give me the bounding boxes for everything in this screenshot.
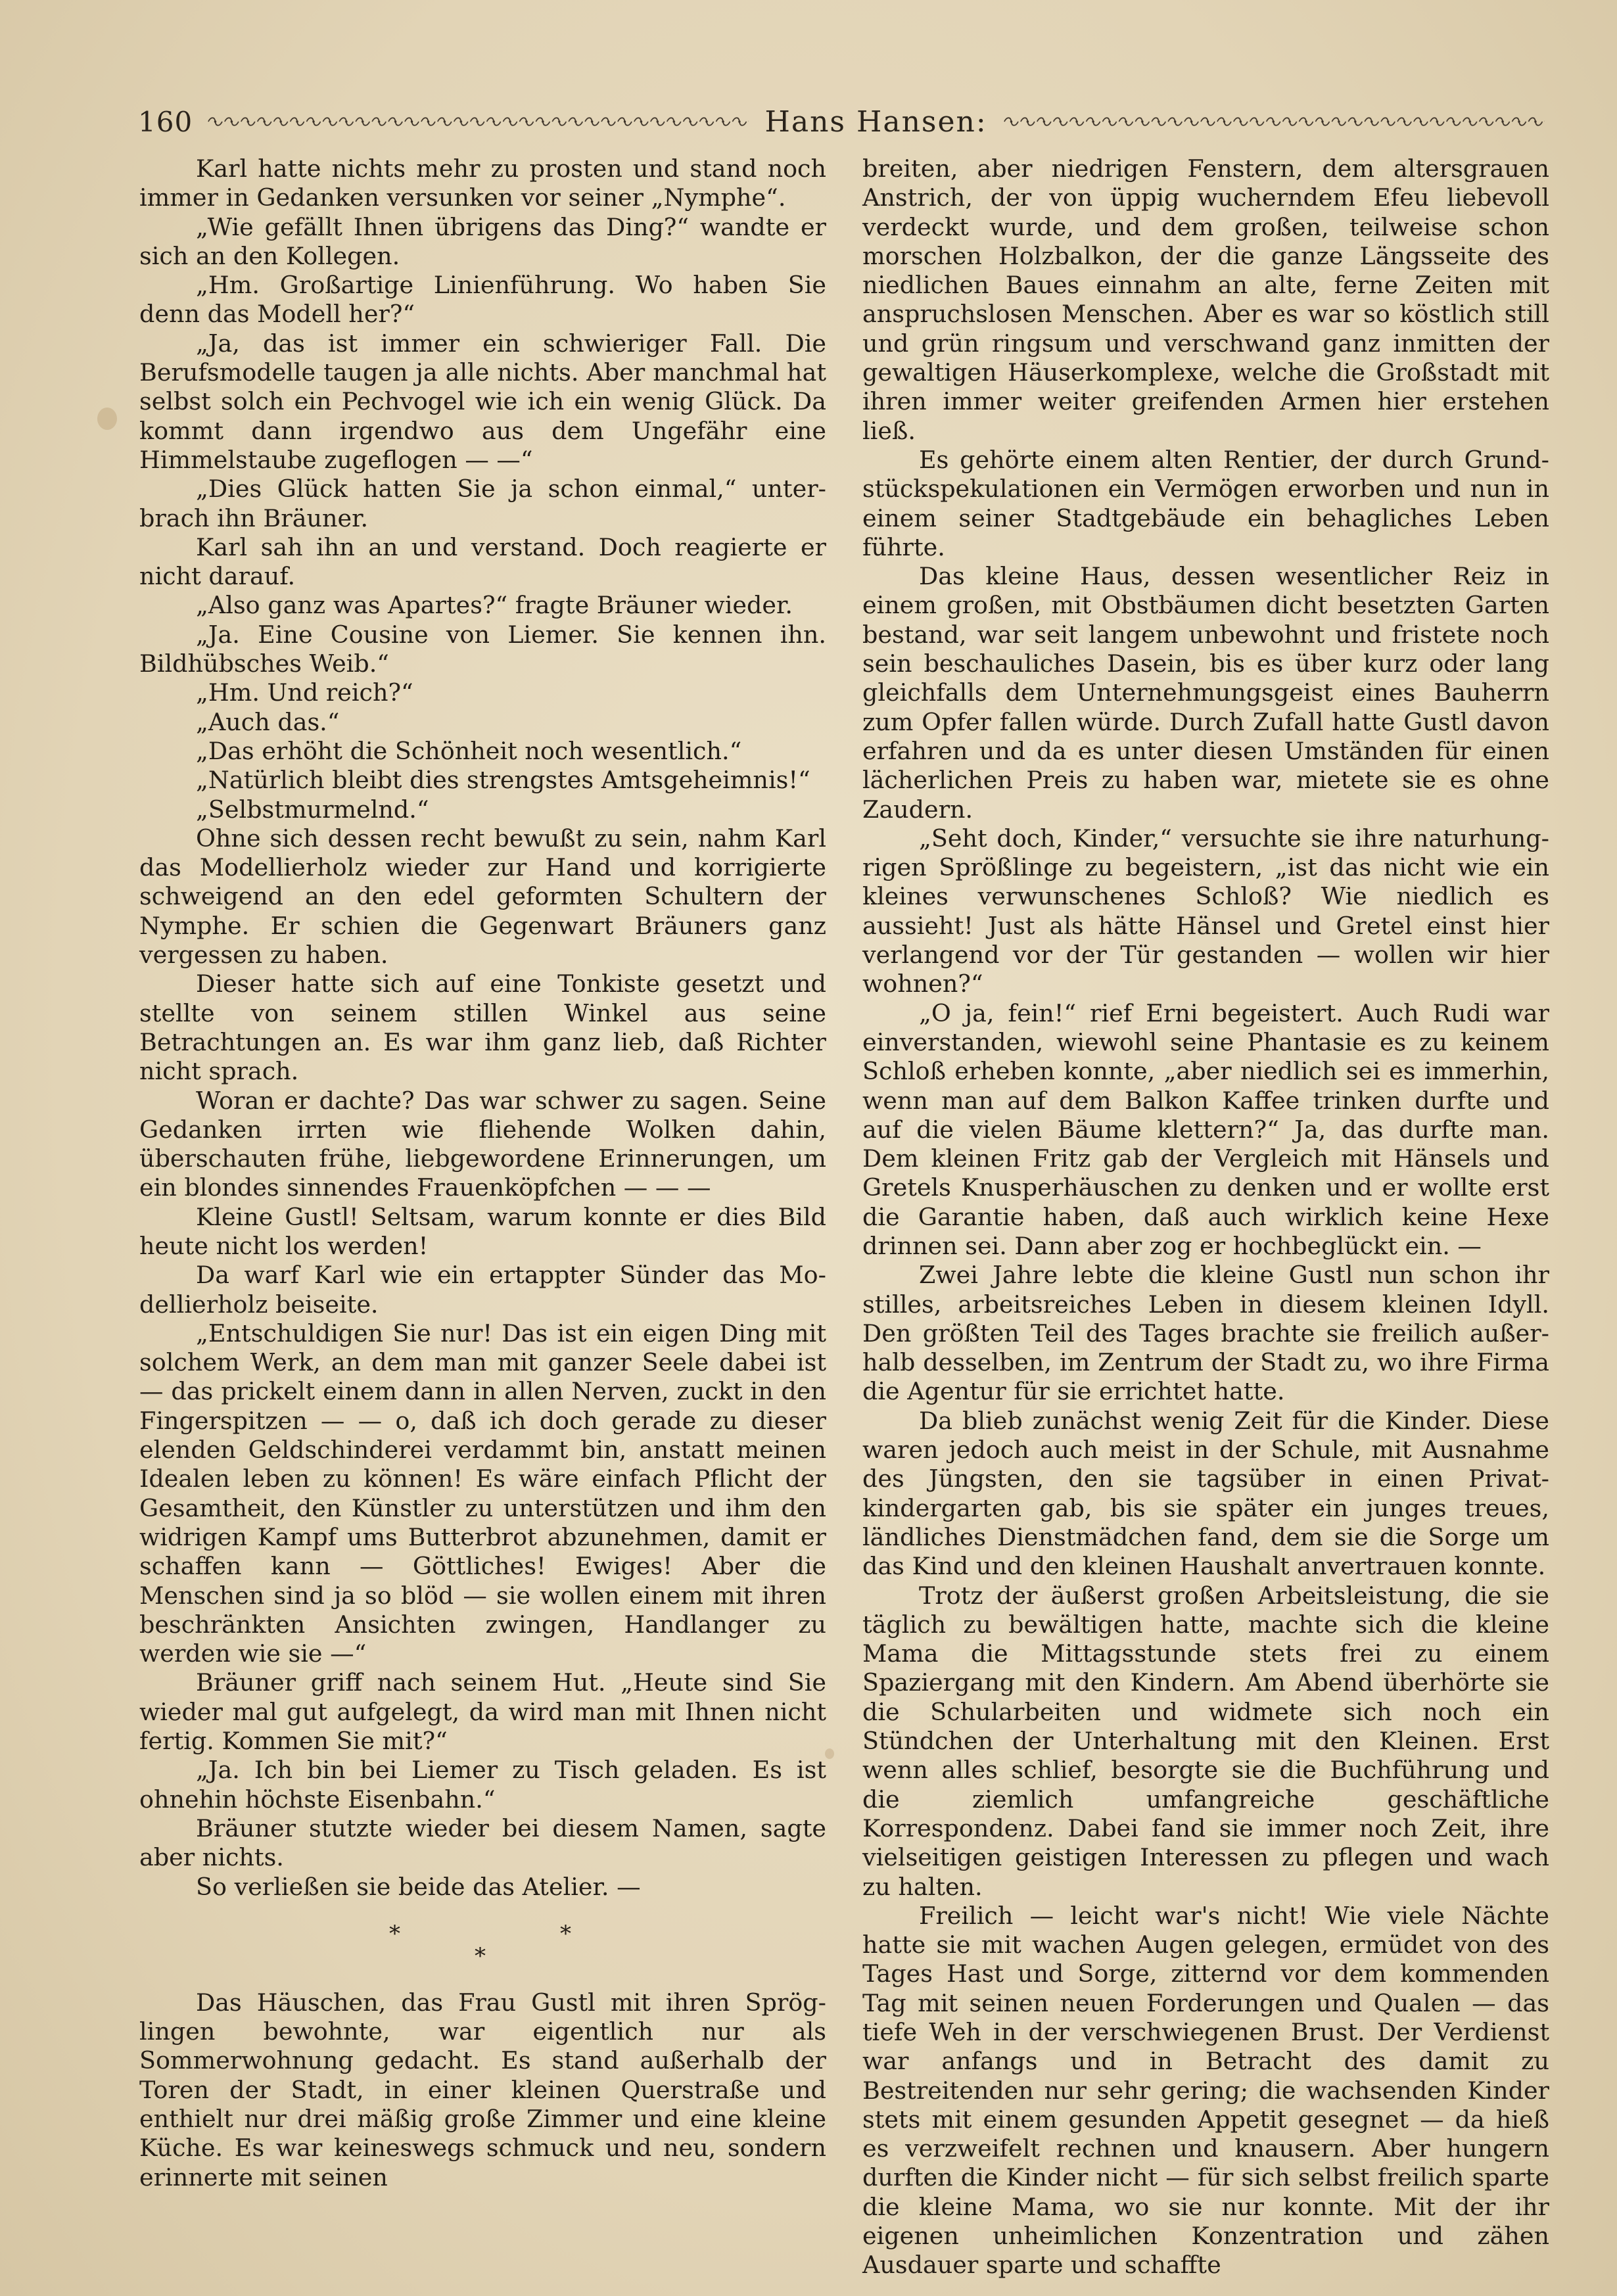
paragraph: Karl hatte nichts mehr zu prosten und stand noch immer in Gedanken versunken vor seiner „Nymphe“. — [139, 154, 826, 212]
paper-stain — [825, 1748, 834, 1759]
paragraph: Ohne sich dessen recht bewußt zu sein, nahm Karl das Modellierholz wieder zur Hand und korrigierte schweigend an den edel geformten Schultern der Nymphe. Er schien die Gegenwart Bräuners ganz vergessen zu haben. — [139, 824, 826, 970]
paragraph: „Dies Glück hatten Sie ja schon einmal,“ unterbrach ihn Bräuner. — [139, 475, 826, 532]
decorative-rule-right — [1003, 114, 1545, 129]
right-column — [862, 154, 1549, 2280]
paragraph: Trotz der äußerst großen Arbeitsleistung, die sie täglich zu bewältigen hatte, machte sich die kleine Mama die Mittagsstunde stets frei zu einem Spaziergang mit den Kindern. Am Abend überhörte sie die Schularbeiten und widmete sich noch ein Stündchen der Unterhaltung mit den Kleinen. Erst wenn alles schlief, besorgte sie die Buchführung und die ziemlich umfangreiche geschäftliche Korrespondenz. Dabei fand sie immer noch Zeit, ihre vielseitigen geistigen Interessen zu pflegen und wach zu halten. — [862, 1581, 1549, 1901]
page-header — [138, 99, 1545, 145]
paragraph: Da warf Karl wie ein ertappter Sünder das Modellierholz beiseite. — [139, 1261, 826, 1319]
section-separator — [139, 1902, 826, 1988]
paragraph: Karl sah ihn an und verstand. Doch reagierte er nicht darauf. — [139, 532, 826, 591]
asterism-star: * — [560, 1920, 571, 1947]
paragraph: „O ja, fein!“ rief Erni begeistert. Auch Rudi war einverstanden, wiewohl seine Phantasie es zu keinem Schloß erheben konnte, „aber niedlich sei es immerhin, wenn man auf dem Balkon Kaffee trinken durfte und auf die vielen Bäume klettern?“ Ja, das durfte man. Dem kleinen Fritz gab der Vergleich mit Hänsels und Gretels Knusperhäuschen zu denken und er wollte erst die Garantie haben, daß auch wirklich keine Hexe drinnen sei. Dann aber zog er hochbeglückt ein. — — [862, 998, 1549, 1260]
running-head: Hans Hansen: — [764, 105, 987, 139]
paragraph: Kleine Gustl! Seltsam, warum konnte er dies Bild heute nicht los werden! — [139, 1202, 826, 1260]
decorative-rule-left — [207, 114, 749, 129]
paragraph: „Hm. Großartige Linienführung. Wo haben Sie denn das Modell her?“ — [139, 271, 826, 329]
paragraph: Zwei Jahre lebte die kleine Gustl nun schon ihr stilles, arbeitsreiches Leben in diesem kleinen Idyll. Den größten Teil des Tages brachte sie freilich außerhalb desselben, im Zentrum der Stadt zu, wo ihre Firma die Agentur für sie errichtet hatte. — [862, 1261, 1549, 1406]
paragraph: „Ja. Eine Cousine von Liemer. Sie kennen ihn. Bildhübsches Weib.“ — [139, 620, 826, 678]
paragraph: Es gehörte einem alten Rentier, der durch Grundstückspekulationen ein Vermögen erworben und nun in einem seiner Stadtgebäude ein behagliches Leben führte. — [862, 445, 1549, 561]
paragraph: Freilich — leicht war's nicht! Wie viele Nächte hatte sie mit wachen Augen gelegen, ermüdet von des Tages Hast und Sorge, zitternd vor dem kommenden Tag mit seinen neuen Forderungen und Qualen — das tiefe Weh in der verschwiegenen Brust. Der Verdienst war anfangs und in Betracht des damit zu Bestreitenden nur sehr gering; die wachsenden Kinder stets mit einem gesunden Appetit gesegnet — da hieß es verzweifelt rechnen und knausern. Aber hungern durften die Kinder nicht — für sich selbst freilich sparte die kleine Mama, wo sie nur konnte. Mit der ihr eigenen unheimlichen Konzentration und zähen Ausdauer sparte und schaffte — [862, 1901, 1549, 2280]
asterism-star: * — [389, 1920, 400, 1947]
paragraph: Woran er dachte? Das war schwer zu sagen. Seine Gedanken irrten wie fliehende Wolken dahin, überschauten frühe, liebgewordene Erinnerungen, um ein blondes sinnendes Frauenköpfchen — — — — [139, 1086, 826, 1202]
paragraph: Bräuner stutzte wieder bei diesem Namen, sagte aber nichts. — [139, 1814, 826, 1872]
paragraph: Dieser hatte sich auf eine Tonkiste gesetzt und stellte von seinem stillen Winkel aus seine Betrachtungen an. Es war ihm ganz lieb, daß Richter nicht sprach. — [139, 970, 826, 1086]
paper-stain — [97, 408, 117, 430]
paragraph: „Auch das.“ — [196, 707, 340, 736]
paragraph: Da blieb zunächst wenig Zeit für die Kinder. Diese waren jedoch auch meist in der Schule, mit Ausnahme des Jüngsten, den sie tagsüber in einen Privatkindergarten gab, bis sie später ein junges treues, ländliches Dienstmädchen fand, dem sie die Sorge um das Kind und den kleinen Haushalt anvertrauen konnte. — [862, 1406, 1549, 1581]
paragraph: „Ja. Ich bin bei Liemer zu Tisch geladen. Es ist ohnehin höchste Eisenbahn.“ — [139, 1756, 826, 1814]
paragraph: So verließen sie beide das Atelier. — — [196, 1872, 641, 1901]
ornament-icon — [1003, 114, 1545, 129]
paragraph: „Hm. Und reich?“ — [196, 678, 413, 707]
paragraph: „Entschuldigen Sie nur! Das ist ein eigen Ding mit solchem Werk, an dem man mit ganzer Seele dabei ist — das prickelt einem dann in allen Nerven, zuckt in den Fingerspitzen — — o, daß ich doch gerade zu dieser elenden Geldschinderei verdammt bin, anstatt meinen Idealen leben zu können! Es wäre einfach Pflicht der Gesamtheit, den Künstler zu unterstützen und ihm den widrigen Kampf ums Butterbrot abzunehmen, damit er schaffen kann — Göttliches! Ewiges! Aber die Menschen sind ja so blöd — sie wollen einem mit ihren beschränkten Ansichten zwingen, Handlanger zu werden wie sie —“ — [139, 1319, 826, 1668]
paragraph: Bräuner griff nach seinem Hut. „Heute sind Sie wieder mal gut aufgelegt, da wird man mit Ihnen nicht fertig. Kommen Sie mit?“ — [139, 1668, 826, 1756]
paragraph: „Natürlich bleibt dies strengstes Amtsgeheimnis!“ — [196, 766, 810, 795]
paragraph: „Seht doch, Kinder,“ versuchte sie ihre naturhungrigen Sprößlinge zu begeistern, „ist das nicht wie ein kleines verwunschenes Schloß? Wie niedlich es aussieht! Just als hätte Hänsel und Gretel einst hier verlangend vor der Tür gestanden — wollen wir hier wohnen?“ — [862, 824, 1549, 998]
paragraph: breiten, aber niedrigen Fenstern, dem altersgrauen Anstrich, der von üppig wucherndem Efeu liebevoll verdeckt wurde, und dem großen, teilweise schon morschen Holzbalkon, der die ganze Längsseite des niedlichen Baues einnahm an alte, ferne Zeiten mit anspruchslosen Menschen. Aber es war so köstlich still und grün ringsum und verschwand ganz inmitten der gewaltigen Häuserkomplexe, welche die Großstadt mit ihren immer weiter greifenden Armen hier erstehen ließ. — [862, 154, 1549, 445]
ornament-icon — [207, 114, 749, 129]
paragraph: „Also ganz was Apartes?“ fragte Bräuner wieder. — [196, 591, 793, 620]
paragraph: „Selbstmurmelnd.“ — [196, 795, 429, 824]
paragraph: „Ja, das ist immer ein schwieriger Fall. Die Berufsmodelle taugen ja alle nichts. Aber manchmal hat selbst solch ein Pechvogel wie ich ein wenig Glück. Da kommt dann irgendwo aus dem Ungefähr eine Himmelstaube zugeflogen — —“ — [139, 329, 826, 474]
page-number: 160 — [138, 105, 193, 138]
paragraph: „Das erhöht die Schönheit noch wesentlich.“ — [196, 736, 742, 765]
paragraph: Das kleine Haus, dessen wesentlicher Reiz in einem großen, mit Obstbäumen dicht besetzten Garten bestand, war seit langem unbewohnt und fristete noch sein beschauliches Dasein, bis es über kurz oder lang gleichfalls dem Unternehmungsgeist eines Bauherrn zum Opfer fallen würde. Durch Zufall hatte Gustl davon erfahren und da es unter diesen Umständen für einen lächerlichen Preis zu haben war, mietete sie es ohne Zaudern. — [862, 562, 1549, 824]
paragraph: „Wie gefällt Ihnen übrigens das Ding?“ wandte er sich an den Kollegen. — [139, 212, 826, 270]
left-column — [139, 154, 826, 2192]
paragraph: Das Häuschen, das Frau Gustl mit ihren Spröglingen bewohnte, war eigentlich nur als Sommerwohnung gedacht. Es stand außerhalb der Toren der Stadt, in einer kleinen Querstraße und enthielt nur drei mäßig große Zimmer und eine kleine Küche. Es war keineswegs schmuck und neu, sondern erinnerte mit seinen — [139, 1988, 826, 2191]
asterism-star: * — [475, 1942, 486, 1969]
